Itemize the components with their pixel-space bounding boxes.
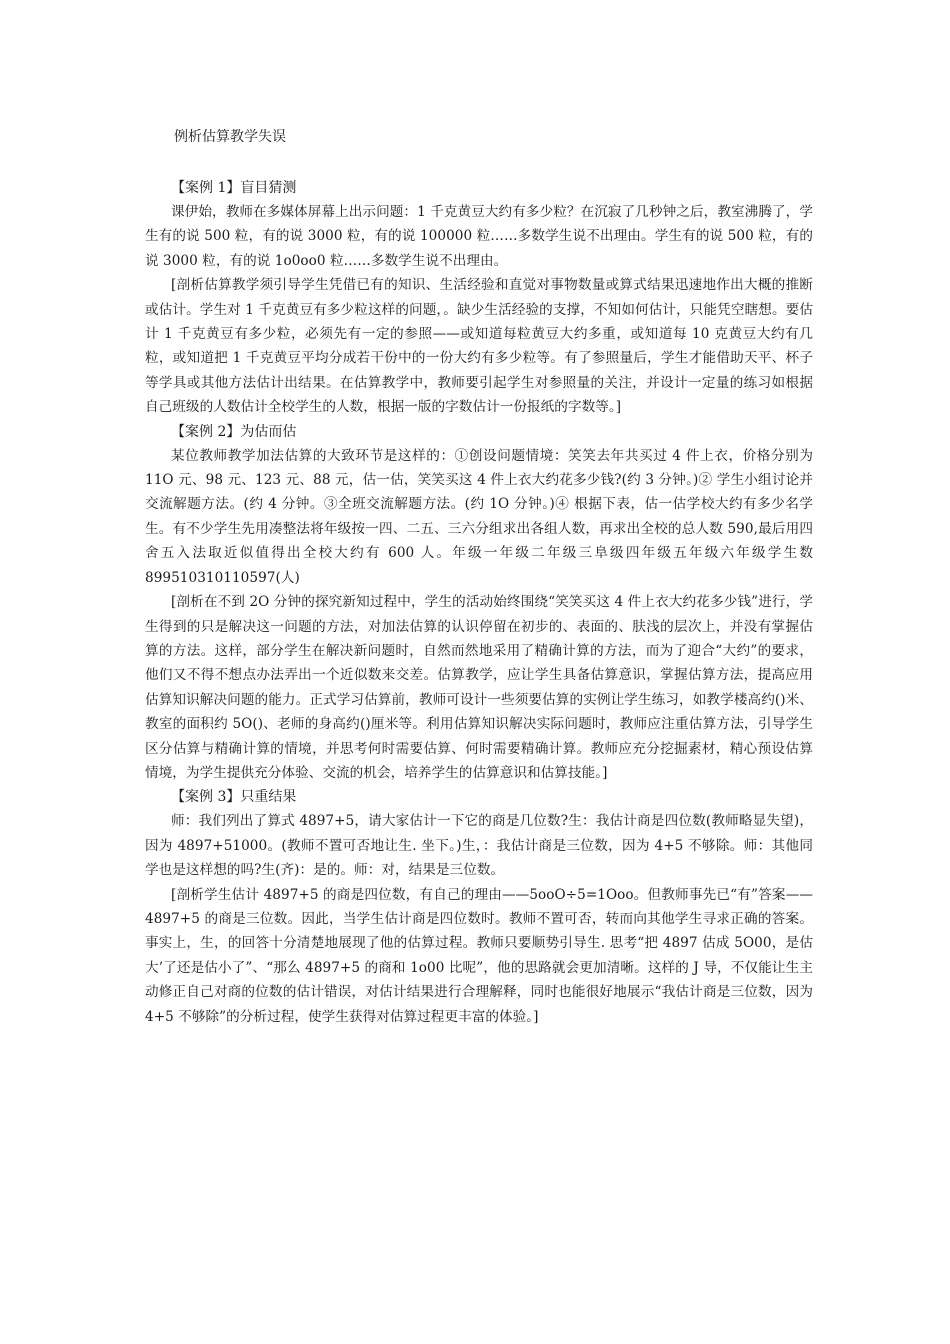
- case-2-analysis: [剖析在不到 2O 分钟的探究新知过程中，学生的活动始终围绕“笑笑买这 4 件上衣大约花多少钱”进行，学生得到的只是解决这一问题的方法，对加法估算的认识停留在初步的、表面的、肤浅的层次上，并没有掌握估算的方法。这样，部分学生在解决新问题时，自然而然地采用了精确计算的方法，而为了迎合“大约”的要求，他们又不得不想点办法弄出一个近似数来交差。估算教学，应让学生具备估算意识，掌握估算方法，提高应用估算知识解决问题的能力。正式学习估算前，教师可设计一些须要估算的实例让学生练习，如教学楼高约()米、教室的面积约 5O()、老师的身高约()厘米等。利用估算知识解决实际问题时，教师应注重估算方法，引导学生区分估算与精确计算的情境，并思考何时需要估算、何时需要精确计算。教师应充分挖掘素材，精心预设估算情境，为学生提供充分体验、交流的机会，培养学生的估算意识和估算技能。]: [145, 594, 813, 781]
- case-1-section: [145, 176, 813, 420]
- case-2-heading: 【案例 2】为估而估: [171, 423, 297, 440]
- case-3-analysis: [剖析学生估计 4897+5 的商是四位数，有自己的理由——5ooO÷5=1Ooo。但教师事先已“有”答案——4897+5 的商是三位数。因此，当学生估计商是四位数时。教师不置可否，转而向其他学生寻求正确的答案。事实上，生，的回答十分清楚地展现了他的估算过程。教师只要顺势引导生. 思考“把 4897 估成 5O00，是估大’了还是估小了”、“那么 4897+5 的商和 1o00 比呢”，他的思路就会更加清晰。这样的 J 导，不仅能让生主动修正自己对商的位数的估计错误，对估计结果进行合理解释，同时也能很好地展示“我估计商是三位数，因为 4+5 不够除”的分析过程，使学生获得对估算过程更丰富的体验。]: [145, 886, 813, 1025]
- case-1-body: 课伊始，教师在多媒体屏幕上出示问题：1 千克黄豆大约有多少粒？在沉寂了几秒钟之后，教室沸腾了，学生有的说 500 粒，有的说 3000 粒，有的说 100000 粒……多数学生说不出理由。学生有的说 500 粒，有的说 3000 粒，有的说 1o0oo0 粒……多数学生说不出理由。: [145, 204, 813, 269]
- case-2-section: [145, 420, 813, 786]
- case-3-heading: 【案例 3】只重结果: [171, 789, 297, 806]
- case-1-heading: 【案例 1】盲目猜测: [171, 180, 297, 196]
- document-title: 例析估算教学失误: [174, 129, 286, 145]
- case-1-analysis: [剖析估算教学须引导学生凭借已有的知识、生活经验和直觉对事物数量或算式结果迅速地作出大概的推断或估计。学生对 1 千克黄豆有多少粒这样的问题，。缺少生活经验的支撑，不知如何估计，只能凭空瞎想。要估计 1 千克黄豆有多少粒，必须先有一定的参照——或知道每粒黄豆大约多重，或知道每 10 克黄豆大约有几粒，或知道把 1 千克黄豆平均分成若干份中的一份大约有多少粒等。有了参照量后，学生才能借助天平、杯子等学具或其他方法估计出结果。在估算教学中，教师要引起学生对参照量的关注，并设计一定量的练习如根据自己班级的人数估计全校学生的人数，根据一版的字数估计一份报纸的字数等。]: [145, 277, 813, 416]
- case-2-body: 某位教师教学加法估算的大致环节是这样的：①创设问题情境：笑笑去年共买过 4 件上衣，价格分别为 11O 元、98 元、123 元、88 元，估一估，笑笑买这 4 件上衣大约花多少钱?(约 3 分钟。)② 学生小组讨论并交流解题方法。(约 4 分钟。③全班交流解题方法。(约 1O 分钟。)④ 根据下表，估一估学校大约有多少名学生。有不少学生先用凑整法将年级按一四、二五、三六分组求出各组人数，再求出全校的总人数 590,最后用四舍五入法取近似值得出全校大约有 600 人。年级一年级二年级三阜级四年级五年级六年级学生数 899510310110597(人): [145, 447, 813, 586]
- case-3-body: 师：我们列出了算式 4897+5，请大家估计一下它的商是几位数?生：我估计商是四位数(教师略显失望)，因为 4897+51000。(教师不置可否地让生. 坐下。)生，：我估计商是三位数，因为 4+5 不够除。师：其他同学也是这样想的吗?生(齐)：是的。师：对，结果是三位数。: [145, 813, 813, 879]
- document-page: [145, 120, 813, 1029]
- spacer: [145, 154, 813, 176]
- case-3-section: [145, 785, 813, 1029]
